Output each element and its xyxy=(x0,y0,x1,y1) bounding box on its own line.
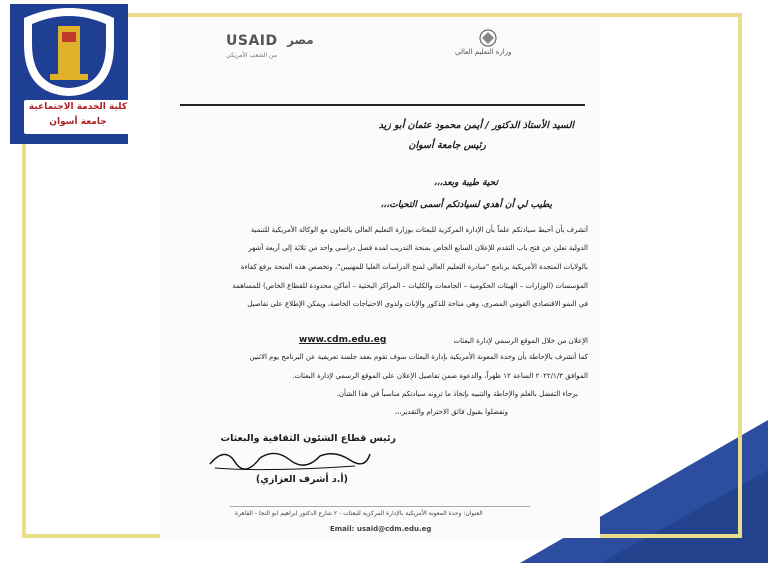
greeting: تحية طيبة وبعد،،، xyxy=(433,178,498,188)
body2-line-1: كما أتشرف بالإحاطة بأن وحدة المعونة الأمريكية بإدارة البعثات سوف تقوم بعقد جلسة تعريفية عن البرنامج يوم الاثنين xyxy=(249,353,588,361)
body-line-1: أتشرف بأن أحيط سيادتكم علماً بأن الإدارة المركزية للبعثات بوزارة التعليم العالي بالتعاون مع الوكالة الأمريكية للتنمية xyxy=(250,226,588,234)
usaid-logo: USAID xyxy=(226,33,278,49)
intro-line: يطيب لي أن أهدي لسيادتكم أسمى التحيات،،، xyxy=(380,200,552,210)
recipient-title: رئيس جامعة أسوان xyxy=(408,140,486,151)
closing-line: وتفضلوا بقبول فائق الاحترام والتقدير،،، xyxy=(394,408,508,416)
handwritten-signature-icon xyxy=(205,444,375,474)
signer-name: (أ.د أشرف العزازي) xyxy=(255,474,348,485)
body-line-6: الإعلان من خلال الموقع الرسمي لإدارة البعثات xyxy=(453,337,588,345)
eagle-emblem-icon xyxy=(478,28,498,48)
logo-title-text: كلية الخدمة الاجتماعية xyxy=(28,102,128,112)
logo-label xyxy=(24,100,132,134)
header-divider xyxy=(180,104,585,106)
body-line-3: بالولايات المتحدة الأمريكية برنامج "مبادرة التعليم العالي لمنح الدراسات العليا للمهنيين"، وتخصص هذه المنحة برفع كفاءة xyxy=(240,263,588,271)
pharaoh-emblem-icon xyxy=(10,4,128,104)
usaid-tagline: من الشعب الأمريكي xyxy=(226,52,277,59)
recipient-line: السيد الأستاذ الدكتور / أيمن محمود عثمان أبو زيد xyxy=(378,120,574,131)
body-line-5: في النمو الاقتصادي القومي المصري، وهي متاحة للذكور والإناث ولذوي الاحتياجات الخاصة، ويمكن الإطلاع على تفاصيل xyxy=(247,300,588,308)
misr-logo: مصر xyxy=(287,33,314,47)
ministry-name: وزارة التعليم العالي xyxy=(455,48,512,56)
signer-title: رئيس قطاع الشئون الثقافية والبعثات xyxy=(220,433,396,444)
footer-email[interactable]: Email: usaid@cdm.edu.eg xyxy=(330,525,432,533)
body-line-2: الدولية تعلن عن فتح باب التقدم للإعلان السابع الخاص بمنحة التدريب لمدة فصل دراسي واحد من ثلاثة إلى أربعة أشهر xyxy=(248,244,588,252)
request-line: برجاء التفضل بالعلم والإحاطة والتنبيه بإتخاذ ما ترونه سيادتكم مناسباً في هذا الشأن. xyxy=(336,390,578,398)
body2-line-2: الموافق ٢٠٢٢/١/٣ الساعة ١٢ ظهراً، والدعوة ضمن تفاصيل الإعلان على الموقع الرسمي لإدارة البعثات. xyxy=(292,372,588,380)
footer-divider xyxy=(230,506,530,507)
website-link[interactable]: www.cdm.edu.eg xyxy=(299,335,387,345)
body-line-4: المؤسسات (الوزارات – الهيئات الحكومية – الجامعات والكليات – المراكز البحثية – أماكن محدودة للقطاع الخاص) للمساهمة xyxy=(232,282,588,290)
faculty-logo xyxy=(10,4,128,144)
logo-subtitle-text: جامعة أسوان xyxy=(49,117,107,127)
footer-address: العنوان: وحدة المعونة الأمريكية بالإدارة المركزية للبعثات - ٢ شارع الدكتور ابراهيم ابو النجا - القاهرة xyxy=(235,510,483,517)
